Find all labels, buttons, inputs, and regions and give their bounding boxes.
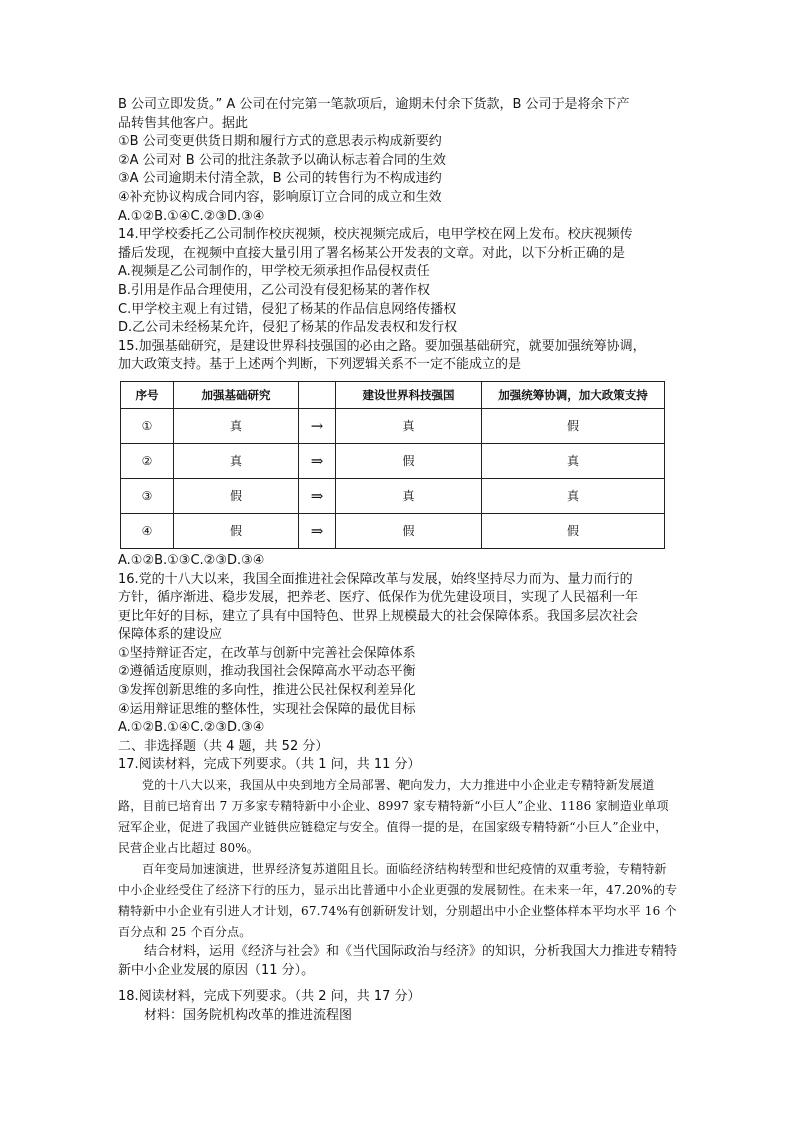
q13-option: ③A 公司逾期未付清全款，B 公司的转售行为不构成违约 xyxy=(118,171,442,187)
q13-line: 品转售其他客户。据此 xyxy=(118,115,249,131)
row-number: ④ xyxy=(121,513,174,548)
truth-table-row xyxy=(121,408,665,443)
cell-value: 假 xyxy=(336,443,482,478)
q15-stem: 加大政策支持。基于上述两个判断，下列逻辑关系不一定不能成立的是 xyxy=(118,357,522,373)
question-16 xyxy=(118,571,678,738)
q17-title: 17.阅读材料，完成下列要求。（共 1 问，共 11 分） xyxy=(118,757,421,773)
q18-material: 材料：国务院机构改革的推进流程图 xyxy=(144,1007,353,1023)
question-18 xyxy=(118,988,678,1025)
q16-stem: 保障体系的建设应 xyxy=(118,627,223,643)
q14-option-a: A.视频是乙公司制作的，甲学校无须承担作品侵权责任 xyxy=(118,264,430,280)
q16-stem: 更比年好的目标，建立了具有中国特色、世界上规模最大的社会保障体系。我国多层次社会 xyxy=(118,608,639,624)
question-14 xyxy=(118,226,678,338)
q17-material-2: 百年变局加速演进，世界经济复苏道阻且长。面临经济结构转型和世纪疫情的双重考验，专精特新中小企业经受住了经济下行的压力，显示出比普通中小企业更强的发展韧性。在未来一年，47.20%的专精特新中小企业有引进人才计划，67.74%有创新研发计划，分别超出中小企业整体样本平均水平 16 个百分点和 25 个百分点。 xyxy=(118,862,678,940)
question-15 xyxy=(118,338,678,571)
spacer xyxy=(118,980,678,988)
q14-option-d: D.乙公司未经杨某允许，侵犯了杨某的作品发表权和发行权 xyxy=(118,320,458,336)
truth-table-header-row xyxy=(121,381,665,408)
q14-stem: 播后发现，在视频中直接大量引用了署名杨某公开发表的文章。对此，以下分析正确的是 xyxy=(118,245,626,261)
q16-stem: 16.党的十八大以来，我国全面推进社会保障改革与发展，始终坚持尽力而为、量力而行的 xyxy=(118,571,633,587)
cell-value: 假 xyxy=(336,513,482,548)
cell-value: 真 xyxy=(174,408,299,443)
question-17 xyxy=(118,756,678,980)
cell-value: 真 xyxy=(336,408,482,443)
arrow-cell: ⇒ xyxy=(299,513,336,548)
q13-option: ①B 公司变更供货日期和履行方式的意思表示构成新要约 xyxy=(118,134,442,150)
question-13 xyxy=(118,96,678,226)
q16-option: ①坚持辩证否定，在改革与创新中完善社会保障体系 xyxy=(118,645,416,661)
row-number: ① xyxy=(121,408,174,443)
header-policy-support: 加强统筹协调，加大政策支持 xyxy=(482,381,665,408)
q16-stem: 方针，循序渐进、稳步发展，把养老、医疗、低保作为优先建设项目，实现了人民福利一年 xyxy=(118,590,639,606)
q13-line: B 公司立即发货。” A 公司在付完第一笔款项后，逾期未付余下货款，B 公司于是将余下产 xyxy=(118,97,630,112)
q15-stem: 15.加强基础研究，是建设世界科技强国的必由之路。要加强基础研究，就要加强统筹协调， xyxy=(118,338,646,354)
arrow-cell: ⇒ xyxy=(299,478,336,513)
q17-material-1: 党的十八大以来，我国从中央到地方全局部署、靶向发力，大力推进中小企业走专精特新发展道路，目前已培育出 7 万多家专精特新中小企业、8997 家专精特新“小巨人”企业、1186 家制造业单项冠军企业，促进了我国产业链供应链稳定与安全。值得一提的是，在国家级专精特新“小巨人”企业中，民营企业占比超过 80%。 xyxy=(118,778,669,856)
cell-value: 假 xyxy=(482,513,665,548)
q14-option-b: B.引用是作品合理使用，乙公司没有侵犯杨某的著作权 xyxy=(118,282,431,298)
arrow-cell: ⇒ xyxy=(299,443,336,478)
q16-option: ②遵循适度原则，推动我国社会保障高水平动态平衡 xyxy=(118,664,416,680)
cell-value: 假 xyxy=(174,513,299,548)
header-number: 序号 xyxy=(121,381,174,408)
cell-value: 假 xyxy=(174,478,299,513)
q14-stem: 14.甲学校委托乙公司制作校庆视频，校庆视频完成后，电甲学校在网上发布。校庆视频传 xyxy=(118,227,633,243)
section-heading: 二、非选择题（共 4 题，共 52 分） xyxy=(118,738,329,754)
truth-table-row xyxy=(121,478,665,513)
cell-value: 真 xyxy=(482,478,665,513)
row-number: ② xyxy=(121,443,174,478)
q16-option: ④运用辩证思维的整体性，实现社会保障的最优目标 xyxy=(118,701,416,717)
cell-value: 真 xyxy=(174,443,299,478)
q14-option-c: C.甲学校主观上有过错，侵犯了杨某的作品信息网络传播权 xyxy=(118,301,457,317)
header-arrow xyxy=(299,381,336,408)
header-basic-research: 加强基础研究 xyxy=(174,381,299,408)
truth-table xyxy=(120,381,665,549)
cell-value: 真 xyxy=(336,478,482,513)
header-tech-power: 建设世界科技强国 xyxy=(336,381,482,408)
q16-answer-choices: A.①②B.①④C.②③D.③④ xyxy=(118,720,265,736)
cell-value: 假 xyxy=(482,408,665,443)
arrow-cell: → xyxy=(299,408,336,443)
q13-option: ④补充协议构成合同内容，影响原订立合同的成立和生效 xyxy=(118,189,442,205)
row-number: ③ xyxy=(121,478,174,513)
cell-value: 真 xyxy=(482,443,665,478)
q16-option: ③发挥创新思维的多向性，推进公民社保权利差异化 xyxy=(118,683,416,699)
q18-title: 18.阅读材料，完成下列要求。（共 2 问，共 17 分） xyxy=(118,989,421,1005)
q15-answer-choices: A.①②B.①③C.②③D.③④ xyxy=(118,552,265,568)
q13-answer-choices: A.①②B.①④C.②③D.③④ xyxy=(118,208,265,224)
q13-option: ②A 公司对 B 公司的批注条款予以确认标志着合同的生效 xyxy=(118,152,446,168)
exam-content xyxy=(118,96,678,1025)
truth-table-row xyxy=(121,443,665,478)
truth-table-row xyxy=(121,513,665,548)
q17-question: 结合材料，运用《经济与社会》和《当代国际政治与经济》的知识，分析我国大力推进专精特新中小企业发展的原因（11 分）。 xyxy=(118,944,678,978)
